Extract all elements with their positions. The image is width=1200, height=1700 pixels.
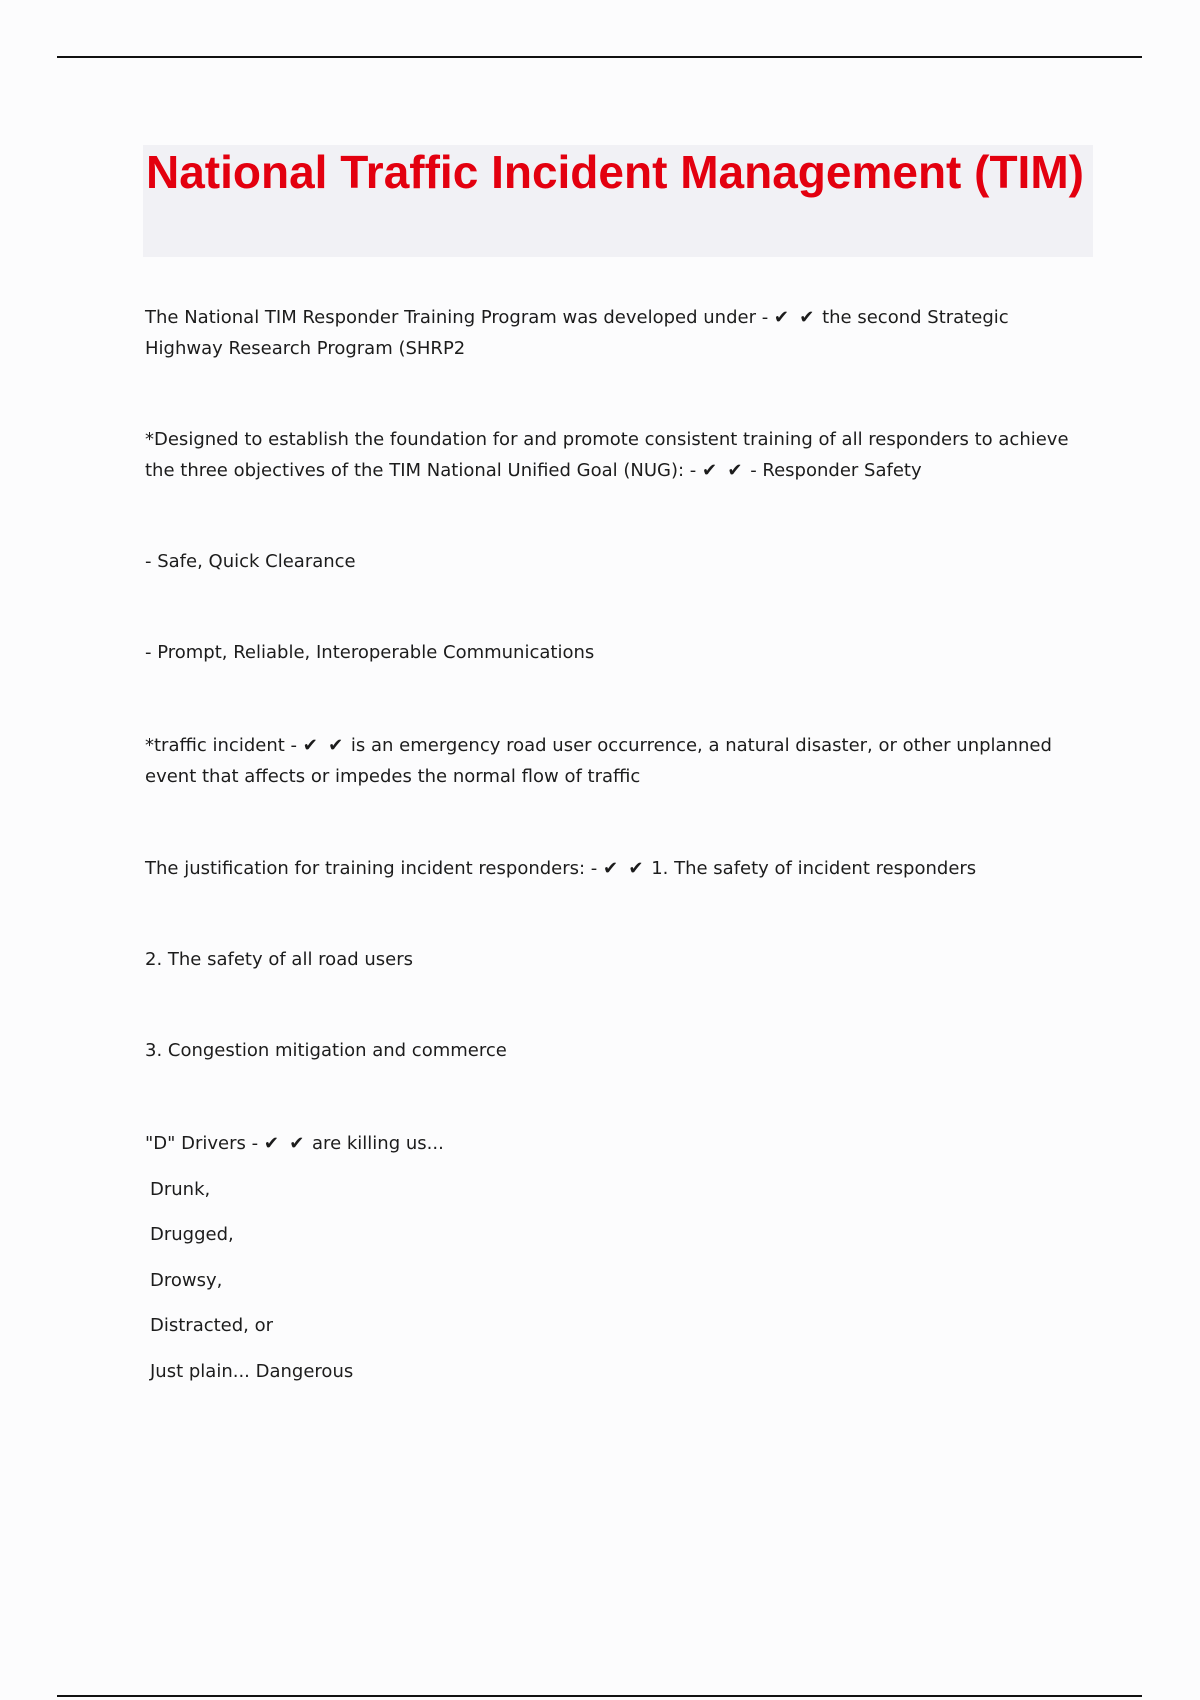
- text-line: - Prompt, Reliable, Interoperable Communications: [145, 642, 595, 663]
- check-icon: ✔ ✔: [773, 307, 817, 328]
- list-item: Just plain... Dangerous: [150, 1361, 354, 1382]
- check-icon: ✔ ✔: [302, 735, 346, 756]
- list-item: Drowsy,: [150, 1270, 223, 1291]
- list-item: Distracted, or: [150, 1315, 274, 1336]
- page-title: National Traffic Incident Management (TIM): [146, 146, 1084, 198]
- footer-rule: [57, 1695, 1142, 1697]
- check-icon: ✔ ✔: [702, 460, 745, 481]
- header-rule: [57, 56, 1142, 58]
- list-item: Drunk,: [150, 1179, 211, 1200]
- check-icon: ✔ ✔: [263, 1133, 307, 1154]
- text-line: 3. Congestion mitigation and commerce: [145, 1040, 507, 1061]
- qa-item: The National TIM Responder Training Program was developed under - ✔ ✔ the second Strategic Highway Research Program (SHRP2: [145, 307, 1009, 359]
- list-item: Drugged,: [150, 1224, 234, 1245]
- qa-item: "D" Drivers - ✔ ✔ are killing us...: [145, 1133, 444, 1154]
- check-icon: ✔ ✔: [603, 858, 646, 879]
- qa-item: The justification for training incident responders: - ✔ ✔ 1. The safety of incident responders: [145, 858, 977, 879]
- text-line: 2. The safety of all road users: [145, 949, 414, 970]
- text-line: - Safe, Quick Clearance: [145, 551, 356, 572]
- qa-item: *traffic incident - ✔ ✔ is an emergency road user occurrence, a natural disaster, or other unplanned event that affects or impedes the normal flow of traffic: [145, 735, 1052, 787]
- qa-item: *Designed to establish the foundation for and promote consistent training of all responders to achieve the three objectives of the TIM National Unified Goal (NUG): - ✔ ✔ - Responder Safety: [145, 429, 1069, 481]
